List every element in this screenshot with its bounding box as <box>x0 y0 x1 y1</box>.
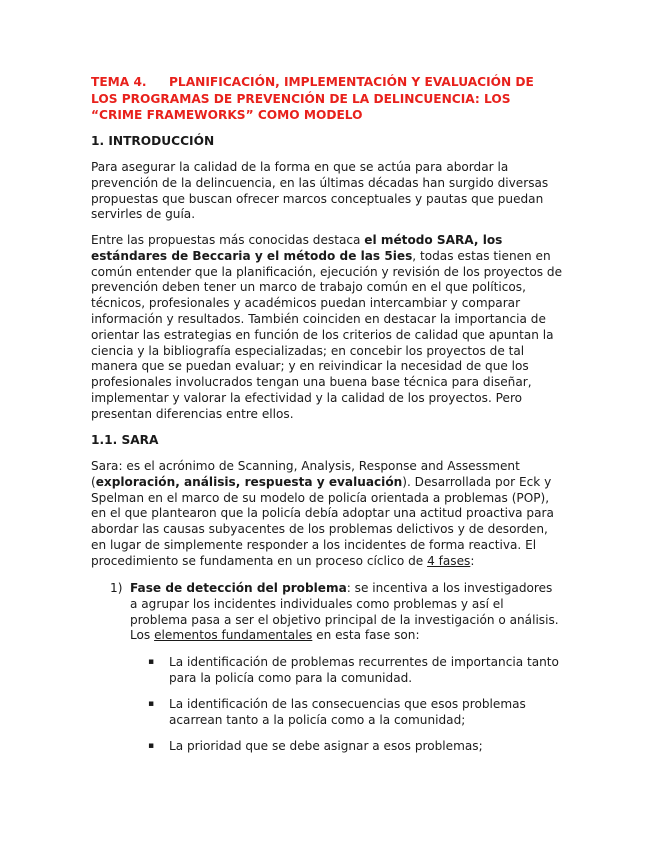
title-text: PLANIFICACIÓN, IMPLEMENTACIÓN Y EVALUACIÓN DE LOS PROGRAMAS DE PREVENCIÓN DE LA DELINCUENCIA: LOS “CRIME FRAMEWORKS” COMO MODELO <box>91 75 534 122</box>
list-marker: 1) <box>110 581 123 595</box>
bold-methods: el método SARA, los estándares de Beccaria y el método de las 5ies <box>91 233 503 263</box>
list-item-fase-deteccion: Fase de detección del problema: se incentiva a los investigadores a agrupar los incidentes individuales como problemas y así el problema pasa a ser el objetivo principal de la investigación o análisis. Los elementos fundamentales en esta fase son: <box>130 581 559 643</box>
bullet-icon: ▪ <box>148 657 155 667</box>
paragraph-intro-1: Para asegurar la calidad de la forma en que se actúa para abordar la prevención de la delincuencia, en las últimas décadas han surgido diversas propuestas que buscan ofrecer marcos conceptuales y pautas que puedan servirles de guía. <box>91 160 549 222</box>
title-number: TEMA 4. <box>91 75 147 89</box>
bold-fase-deteccion: Fase de detección del problema <box>130 581 347 595</box>
document-title <box>91 74 561 124</box>
paragraph-intro-2: Entre las propuestas más conocidas destaca el método SARA, los estándares de Beccaria y el método de las 5ies, todas estas tienen en común entender que la planificación, ejecución y revisión de los proyectos de prevención deben tener un marco de trabajo común en el que políticos, técnicos, profesionales y académicos puedan intercambiar y comparar información y resultados. También coinciden en destacar la importancia de orientar las estrategias en función de los criterios de calidad que apuntan la ciencia y la bibliografía especializadas; en concebir los proyectos de tal manera que se puedan evaluar; y en reivindicar la necesidad de que los profesionales involucrados tengan una buena base técnica para diseñar, implementar y valorar la efectividad y la calidad de los proyectos. Pero presentan diferencias entre ellos. <box>91 233 563 421</box>
underline-4-fases: 4 fases <box>427 553 471 568</box>
heading-introduccion: 1. INTRODUCCIÓN <box>91 134 215 148</box>
bullet-item-1: La identificación de problemas recurrentes de importancia tanto para la policía como para la comunidad. <box>169 655 559 685</box>
paragraph-sara: Sara: es el acrónimo de Scanning, Analysis, Response and Assessment (exploración, análisis, respuesta y evaluación). Desarrollada por Eck y Spelman en el marco de su modelo de policía orientada a problemas (POP), en el que plantearon que la policía debía adoptar una actitud proactiva para abordar las causas subyacentes de los problemas delictivos y de desorden, en lugar de simplemente responder a los incidentes de forma reactiva. El procedimiento se fundamenta en un proceso cíclico de 4 fases: <box>91 459 554 568</box>
bold-phases: exploración, análisis, respuesta y evaluación <box>95 474 403 489</box>
heading-sara: 1.1. SARA <box>91 433 159 447</box>
bullet-icon: ▪ <box>148 699 155 709</box>
underline-elementos: elementos fundamentales <box>154 628 313 643</box>
bullet-item-2: La identificación de las consecuencias que esos problemas acarrean tanto a la policía como a la comunidad; <box>169 697 526 727</box>
bullet-item-3: La prioridad que se debe asignar a esos problemas; <box>169 739 483 753</box>
bullet-icon: ▪ <box>148 741 155 751</box>
